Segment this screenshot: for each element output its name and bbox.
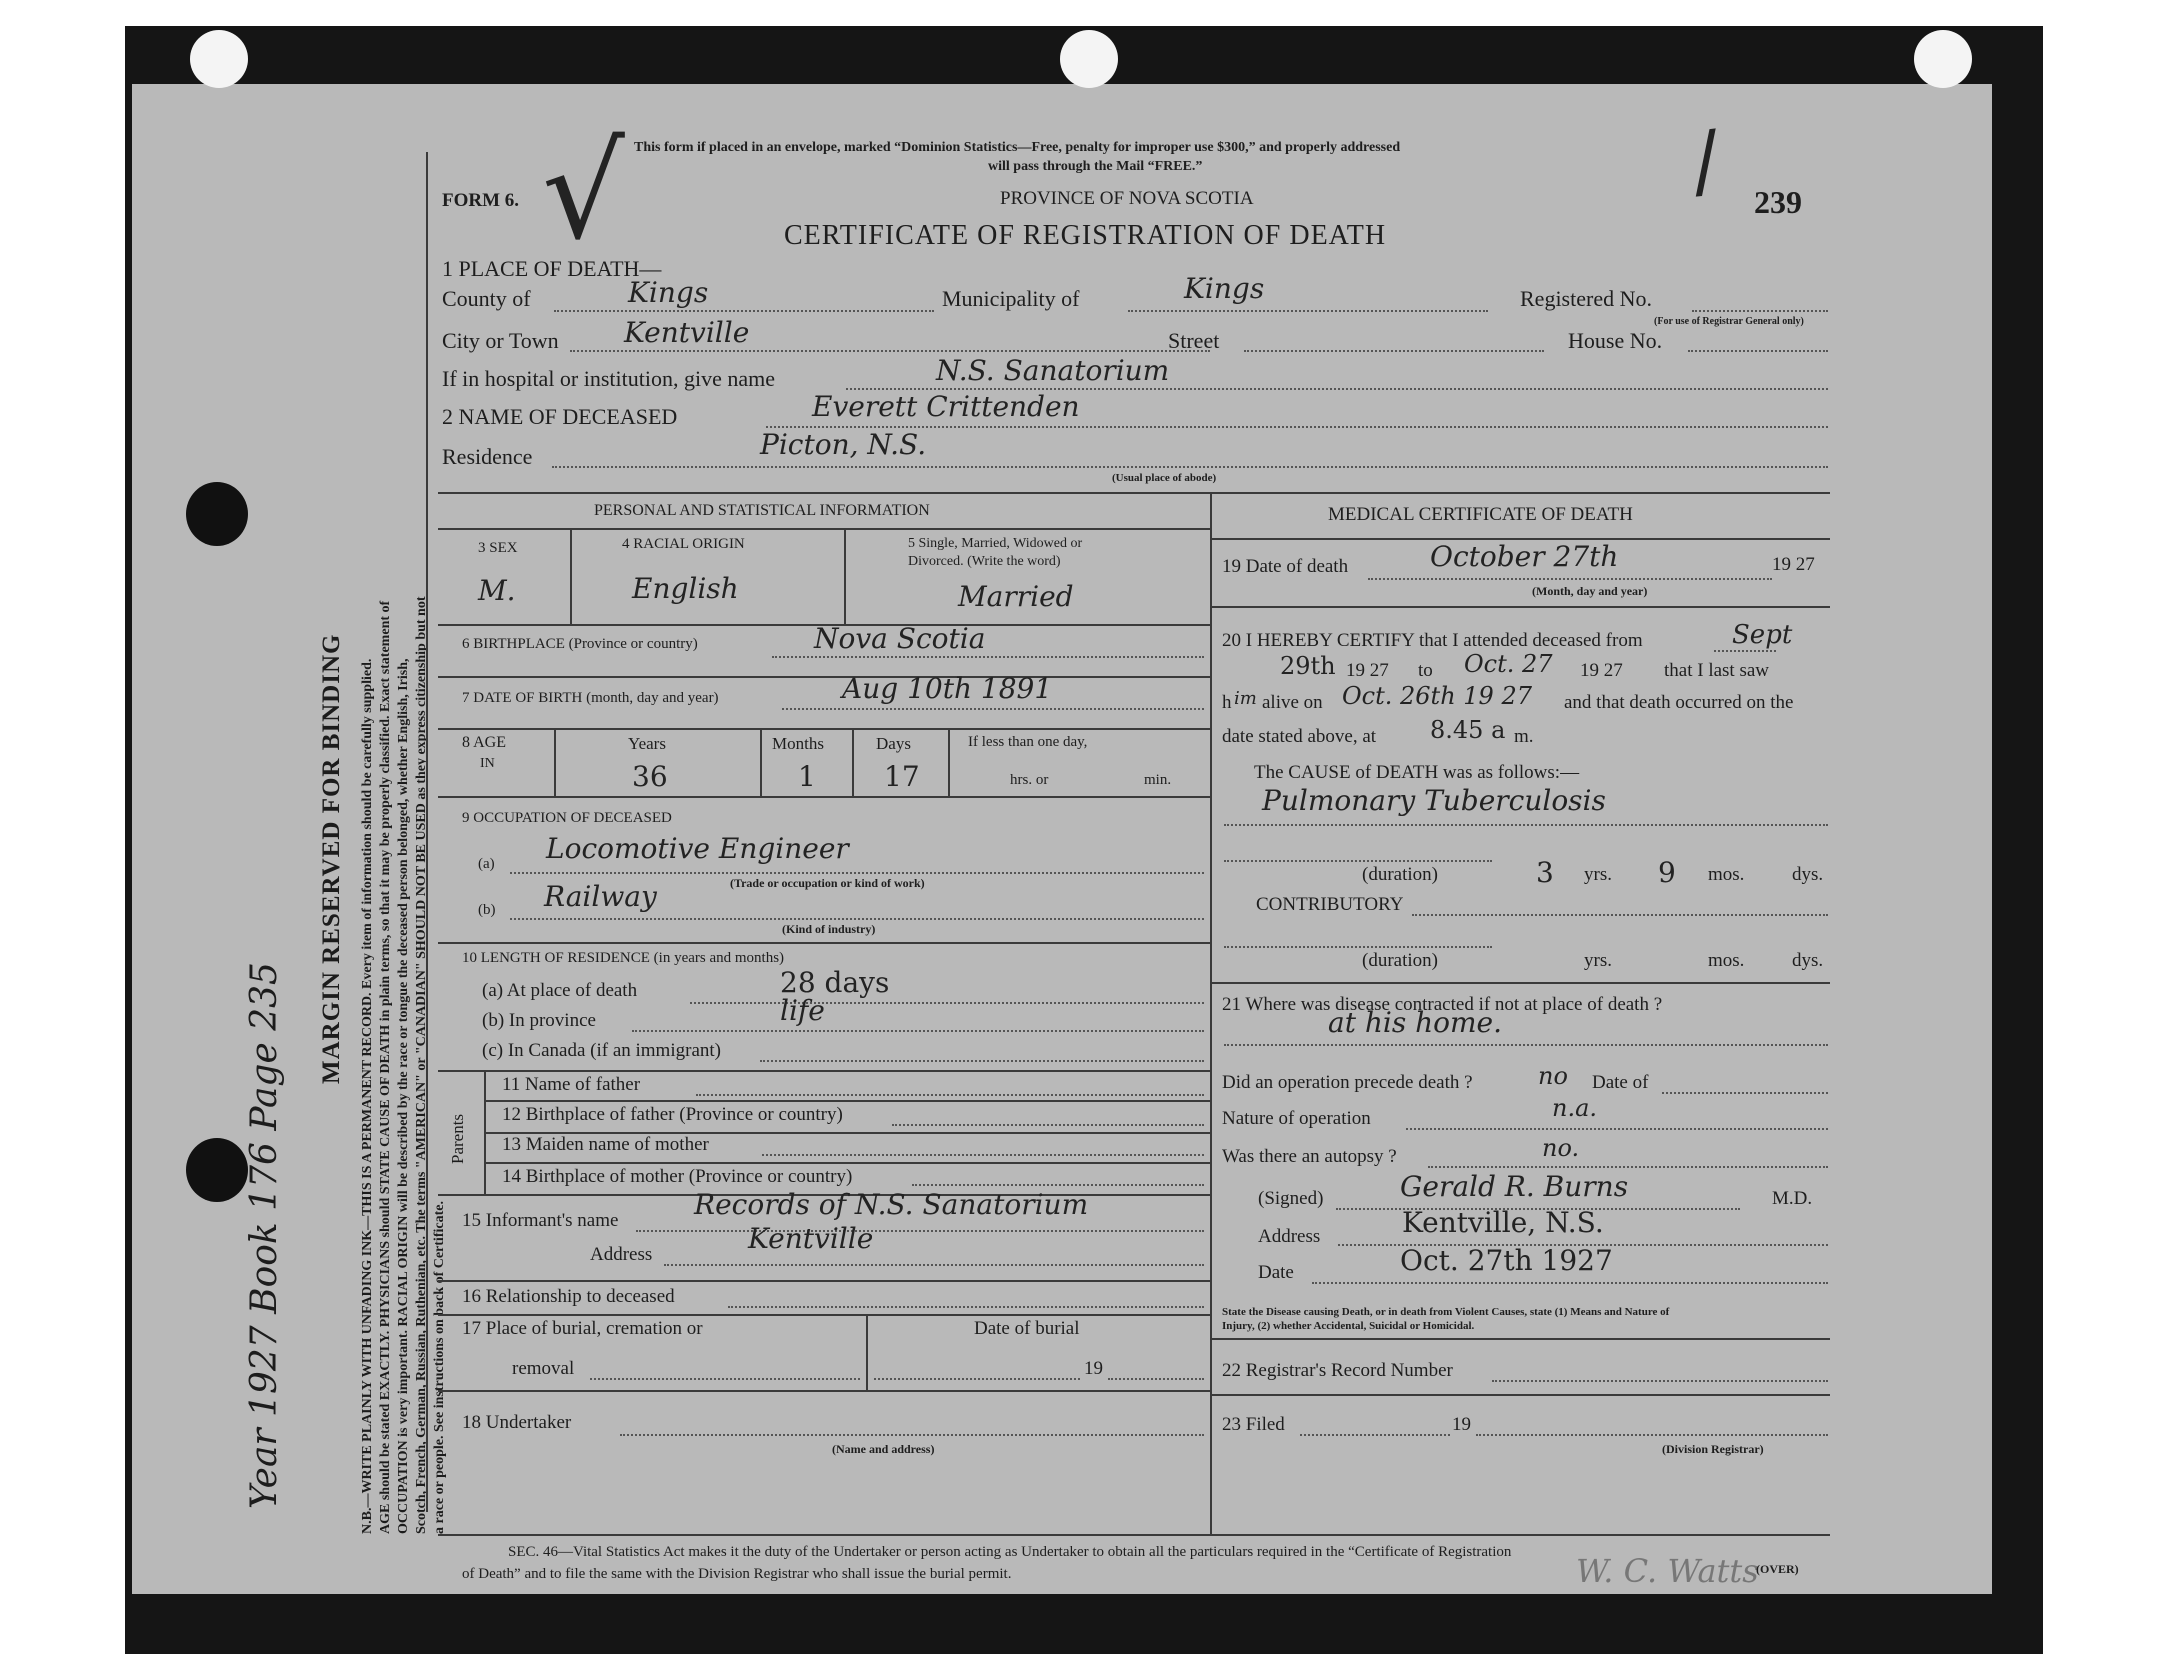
certificate-title: CERTIFICATE OF REGISTRATION OF DEATH: [784, 220, 1387, 251]
sex-value: M.: [478, 574, 516, 607]
signed-label: (Signed): [1258, 1188, 1324, 1209]
duration-years-value: 3: [1536, 856, 1554, 889]
informant-value: Records of N.S. Sanatorium: [694, 1188, 1089, 1221]
date-of-death-value: October 27th: [1430, 540, 1619, 573]
hrs-label: hrs. or: [1010, 772, 1049, 788]
birthplace-label: 6 BIRTHPLACE (Province or country): [462, 636, 698, 652]
occupation-b-label: (b): [478, 902, 496, 918]
punch-hole: [1060, 30, 1118, 88]
alive-on-label: alive on: [1262, 692, 1323, 713]
occupation-b-note: (Kind of industry): [782, 922, 876, 936]
date-of-death-label: 19 Date of death: [1222, 556, 1349, 577]
contributory-duration-label: (duration): [1362, 950, 1438, 971]
municipality-value: Kings: [1184, 272, 1265, 305]
county-label: County of: [442, 286, 531, 311]
age-years-label: Years: [628, 734, 666, 753]
check-mark: √: [542, 116, 625, 268]
county-value: Kings: [628, 276, 709, 309]
marital-label-1: 5 Single, Married, Widowed or: [908, 536, 1083, 551]
operation-value: no: [1538, 1062, 1568, 1090]
at-place-value: 28 days: [780, 966, 890, 999]
contributory-dys-label: dys.: [1792, 950, 1824, 971]
registrar-signature: W. C. Watts: [1576, 1552, 1759, 1590]
margin-note-4: Scotch, French, German, Russian, Ruthenian, etc. The terms "AMERICAN" or "CANADIAN" SHOULD NOT BE USED as they express citizenship but not: [414, 596, 429, 1534]
attended-to-year: 19 27: [1580, 660, 1623, 681]
age-label: 8 AGE: [462, 734, 506, 751]
record-number-label: 22 Registrar's Record Number: [1222, 1360, 1453, 1381]
undertaker-note: (Name and address): [832, 1442, 935, 1456]
duration-mos-label: mos.: [1708, 864, 1745, 885]
mail-notice-line-2: will pass through the Mail “FREE.”: [988, 159, 1203, 174]
margin-note-1: N.B.—WRITE PLAINLY WITH UNFADING INK—THIS IS A PERMANENT RECORD. Every item of information should be carefully supplied.: [360, 658, 375, 1534]
less-than-day-label: If less than one day,: [968, 734, 1088, 750]
alive-on-value: Oct. 26th 19 27: [1342, 682, 1532, 710]
certificate-paper: [132, 84, 1992, 1594]
age-in-label: IN: [480, 756, 495, 771]
filed-label: 23 Filed: [1222, 1414, 1285, 1435]
duration-months-value: 9: [1658, 856, 1676, 889]
sex-label: 3 SEX: [478, 540, 518, 556]
registrar-only-note: (For use of Registrar General only): [1654, 316, 1804, 327]
burial-date-label: Date of burial: [974, 1318, 1080, 1339]
at-place-label: (a) At place of death: [482, 980, 638, 1001]
punch-hole: [186, 1138, 248, 1202]
punch-hole: [186, 482, 248, 546]
over-note: (OVER): [1756, 1562, 1799, 1576]
violent-causes-note-2: Injury, (2) whether Accidental, Suicidal or Homicidal.: [1222, 1320, 1475, 1332]
attended-from-value: Sept: [1732, 620, 1793, 650]
hospital-value: N.S. Sanatorium: [936, 354, 1170, 387]
city-label: City or Town: [442, 328, 559, 353]
length-residence-label: 10 LENGTH OF RESIDENCE (in years and months): [462, 950, 785, 966]
in-canada-label: (c) In Canada (if an immigrant): [482, 1040, 721, 1061]
father-name-label: 11 Name of father: [502, 1074, 641, 1095]
attended-to-label: to: [1418, 660, 1433, 681]
date-of-death-year: 19 27: [1772, 554, 1815, 575]
informant-label: 15 Informant's name: [462, 1210, 619, 1231]
duration-dys-label: dys.: [1792, 864, 1824, 885]
signed-date-value: Oct. 27th 1927: [1400, 1244, 1613, 1277]
margin-note-2: AGE should be stated EXACTLY. PHYSICIANS should STATE CAUSE OF DEATH in plain terms, so that it may be properly classified. Exact statement of: [378, 600, 393, 1534]
sec-46-line-2: of Death” and to file the same with the Division Registrar who shall issue the burial permit.: [462, 1566, 1012, 1582]
occupation-a-note: (Trade or occupation or kind of work): [730, 876, 925, 890]
operation-date-label: Date of: [1592, 1072, 1649, 1093]
province-heading: PROVINCE OF NOVA SCOTIA: [1000, 188, 1254, 209]
margin-annotation: Year 1927 Book 176 Page 235: [244, 962, 285, 1509]
signed-date-label: Date: [1258, 1262, 1294, 1283]
dob-label: 7 DATE OF BIRTH (month, day and year): [462, 690, 719, 706]
residence-note: (Usual place of abode): [1112, 472, 1217, 484]
attended-from-year: 19 27: [1346, 660, 1389, 681]
in-province-value: life: [780, 994, 825, 1027]
in-province-label: (b) In province: [482, 1010, 596, 1031]
parents-label: Parents: [448, 1113, 467, 1164]
industry-value: Railway: [544, 880, 657, 913]
city-value: Kentville: [624, 316, 750, 349]
contracted-value: at his home.: [1328, 1006, 1503, 1039]
duration-label: (duration): [1362, 864, 1438, 885]
attended-to-value: Oct. 27: [1464, 650, 1553, 678]
physician-address-label: Address: [1258, 1226, 1321, 1247]
age-months-label: Months: [772, 734, 824, 753]
medical-heading: MEDICAL CERTIFICATE OF DEATH: [1328, 504, 1633, 525]
division-registrar-note: (Division Registrar): [1662, 1442, 1764, 1456]
racial-origin-label: 4 RACIAL ORIGIN: [622, 536, 745, 552]
contributory-label: CONTRIBUTORY: [1256, 894, 1404, 915]
certify-label: 20 I HEREBY CERTIFY that I attended deceased from: [1222, 630, 1643, 651]
date-of-death-note: (Month, day and year): [1532, 584, 1648, 598]
cause-label: The CAUSE of DEATH was as follows:—: [1254, 762, 1580, 783]
margin-note-5: a race or people. See instructions on back of Certificate.: [432, 1201, 447, 1534]
informant-address-value: Kentville: [748, 1222, 874, 1255]
personal-heading: PERSONAL AND STATISTICAL INFORMATION: [594, 502, 930, 519]
nature-value: n.a.: [1552, 1094, 1598, 1122]
hospital-label: If in hospital or institution, give name: [442, 366, 776, 391]
deceased-name-label: 2 NAME OF DECEASED: [442, 404, 678, 429]
undertaker-label: 18 Undertaker: [462, 1412, 572, 1433]
marital-value: Married: [958, 580, 1074, 613]
occurred-label: and that death occurred on the: [1564, 692, 1794, 713]
min-label: min.: [1144, 772, 1172, 788]
residence-label: Residence: [442, 444, 533, 469]
marital-label-2: Divorced. (Write the word): [908, 554, 1061, 569]
sec-46-line-1: SEC. 46—Vital Statistics Act makes it the duty of the Undertaker or person acting as Undertaker to obtain all the particulars required in the “Certificate of Registration: [508, 1544, 1512, 1560]
house-no-label: House No.: [1568, 328, 1663, 353]
informant-address-label: Address: [590, 1244, 653, 1265]
duration-yrs-label: yrs.: [1584, 864, 1612, 885]
punch-hole: [190, 30, 248, 88]
tick-mark: /: [1687, 112, 1724, 209]
last-saw-label: that I last saw: [1664, 660, 1770, 681]
form-number: FORM 6.: [442, 190, 520, 211]
birthplace-value: Nova Scotia: [814, 622, 986, 655]
certificate-number: 239: [1754, 184, 1802, 220]
municipality-label: Municipality of: [942, 286, 1080, 311]
occupation-value: Locomotive Engineer: [546, 832, 849, 865]
father-birthplace-label: 12 Birthplace of father (Province or country): [502, 1104, 843, 1125]
attended-from-day: 29th: [1280, 652, 1336, 680]
time-suffix: m.: [1514, 726, 1534, 747]
contributory-yrs-label: yrs.: [1584, 950, 1612, 971]
cause-value: Pulmonary Tuberculosis: [1262, 784, 1606, 817]
mother-name-label: 13 Maiden name of mother: [502, 1134, 709, 1155]
him-value: im: [1234, 688, 1257, 709]
contributory-mos-label: mos.: [1708, 950, 1745, 971]
him-label: h: [1222, 692, 1232, 713]
contracted-label: 21 Where was disease contracted if not at place of death ?: [1222, 994, 1663, 1015]
occupation-a-label: (a): [478, 856, 495, 872]
age-months-value: 1: [798, 760, 816, 793]
burial-year-prefix: 19: [1084, 1358, 1103, 1379]
age-days-label: Days: [876, 734, 911, 753]
relationship-label: 16 Relationship to deceased: [462, 1286, 675, 1307]
autopsy-label: Was there an autopsy ?: [1222, 1146, 1397, 1167]
filed-year-prefix: 19: [1452, 1414, 1471, 1435]
mother-birthplace-label: 14 Birthplace of mother (Province or country): [502, 1166, 853, 1187]
nature-label: Nature of operation: [1222, 1108, 1371, 1129]
physician-address-value: Kentville, N.S.: [1402, 1206, 1604, 1239]
occupation-label: 9 OCCUPATION OF DECEASED: [462, 810, 672, 826]
age-days-value: 17: [884, 760, 920, 793]
registered-no-label: Registered No.: [1520, 286, 1652, 311]
deceased-name-value: Everett Crittenden: [812, 390, 1080, 423]
age-years-value: 36: [632, 760, 668, 793]
margin-note-3: OCCUPATION is very important. RACIAL ORIGIN will be described by the race or tongue the deceased person belonged, whether English, Irish,: [396, 658, 411, 1534]
street-label: Street: [1168, 328, 1220, 353]
date-stated-label: date stated above, at: [1222, 726, 1377, 747]
punch-hole: [1914, 30, 1972, 88]
place-of-death-label: 1 PLACE OF DEATH—: [442, 256, 662, 281]
residence-value: Picton, N.S.: [760, 428, 927, 461]
removal-label: removal: [512, 1358, 575, 1379]
time-of-death-value: 8.45 a: [1430, 716, 1506, 744]
racial-origin-value: English: [632, 572, 739, 605]
md-label: M.D.: [1772, 1188, 1813, 1209]
operation-label: Did an operation precede death ?: [1222, 1072, 1473, 1093]
violent-causes-note-1: State the Disease causing Death, or in death from Violent Causes, state (1) Means and Nature of: [1222, 1306, 1670, 1318]
dob-value: Aug 10th 1891: [842, 672, 1053, 705]
margin-reserved-title: MARGIN RESERVED FOR BINDING: [318, 633, 345, 1084]
mail-notice-line-1: This form if placed in an envelope, marked “Dominion Statistics—Free, penalty for improper use $300,” and properly addressed: [634, 140, 1401, 155]
signed-value: Gerald R. Burns: [1400, 1170, 1629, 1203]
autopsy-value: no.: [1542, 1134, 1580, 1162]
burial-label: 17 Place of burial, cremation or: [462, 1318, 703, 1339]
